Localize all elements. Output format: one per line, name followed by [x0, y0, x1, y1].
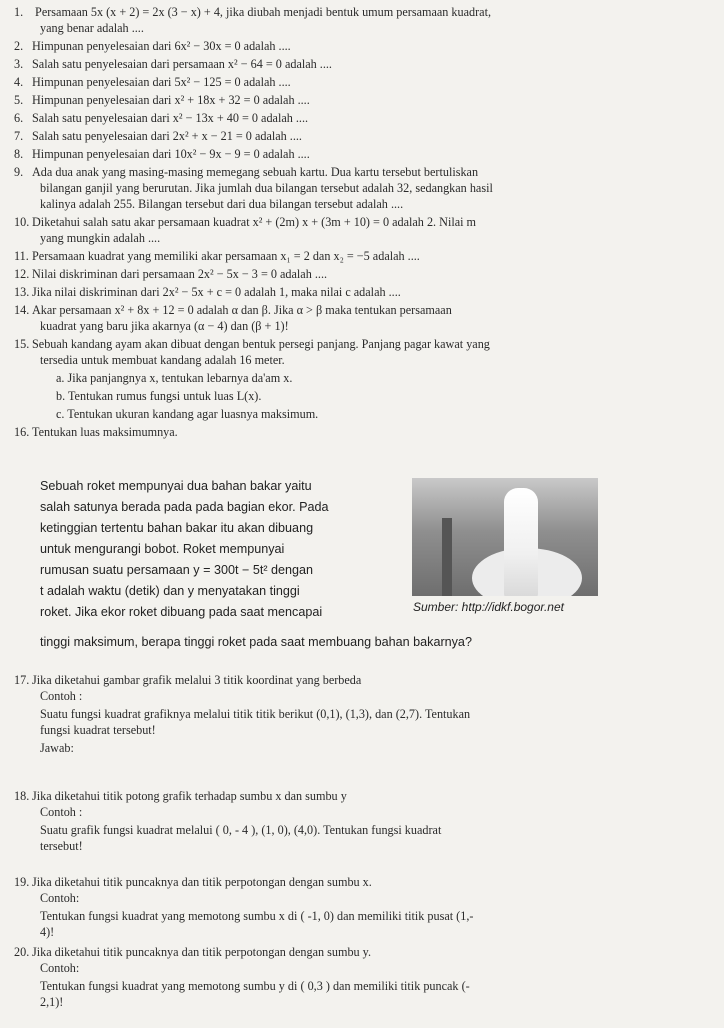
photo-caption: Sumber: http://idkf.bogor.net	[413, 600, 564, 614]
example-text: Tentukan fungsi kuadrat yang memotong sumbu x di ( -1, 0) dan memiliki titik pusat (1,-	[40, 909, 474, 923]
question-text: Jika nilai diskriminan dari 2x² − 5x + c = 0 adalah 1, maka nilai c adalah ....	[32, 285, 401, 299]
question-16	[14, 424, 714, 440]
question-text: Jika diketahui titik puncaknya dan titik perpotongan dengan sumbu y.	[32, 945, 372, 959]
question-number: 16.	[14, 425, 30, 439]
rocket-line: ketinggian tertentu bahan bakar itu akan dibuang	[40, 521, 314, 535]
question-13	[14, 284, 714, 300]
question-6	[14, 110, 714, 126]
question-number: 12.	[14, 267, 30, 281]
question-15-cont: tersedia untuk membuat kandang adalah 16 meter.	[40, 353, 285, 367]
jawab-label: Jawab:	[40, 741, 74, 755]
question-14	[14, 302, 714, 318]
example-text: tersebut!	[40, 839, 83, 853]
question-10-cont: yang mungkin adalah ....	[40, 231, 161, 245]
question-text: Himpunan penyelesaian dari 10x² − 9x − 9 = 0 adalah ....	[32, 147, 310, 161]
question-8	[14, 146, 714, 162]
question-2	[14, 38, 714, 54]
question-text: Sebuah kandang ayam akan dibuat dengan bentuk persegi panjang. Panjang pagar kawat yang	[32, 337, 490, 351]
question-number: 18.	[14, 789, 30, 803]
contoh-label: Contoh:	[40, 961, 80, 975]
question-text: Salah satu penyelesaian dari 2x² + x − 21 = 0 adalah ....	[32, 129, 302, 143]
question-9-cont: kalinya adalah 255. Bilangan tersebut dari dua bilangan tersebut adalah ....	[40, 197, 404, 211]
question-9-cont: bilangan ganjil yang berurutan. Jika jumlah dua bilangan tersebut adalah 32, sedangkan hasil	[40, 181, 493, 195]
contoh-label: Contoh:	[40, 891, 80, 905]
question-number: 17.	[14, 673, 30, 687]
question-text: Persamaan 5x (x + 2) = 2x (3 − x) + 4, jika diubah menjadi bentuk umum persamaan kuadrat,	[35, 5, 492, 19]
question-number: 8.	[14, 147, 24, 161]
example-text: 4)!	[40, 925, 55, 939]
question-17	[14, 672, 714, 688]
question-text: Jika diketahui titik potong grafik terhadap sumbu x dan sumbu y	[32, 789, 347, 803]
question-text: Salah satu penyelesaian dari x² − 13x + 40 = 0 adalah ....	[32, 111, 309, 125]
question-text: Jika diketahui titik puncaknya dan titik perpotongan dengan sumbu x.	[32, 875, 372, 889]
rocket-line: rumusan suatu persamaan y = 300t − 5t² dengan	[40, 563, 314, 577]
question-14-cont: kuadrat yang baru jika akarnya (α − 4) dan (β + 1)!	[40, 319, 289, 333]
question-number: 7.	[14, 129, 24, 143]
rocket-line: salah satunya berada pada pada bagian ekor. Pada	[40, 500, 329, 514]
example-text: fungsi kuadrat tersebut!	[40, 723, 156, 737]
question-7	[14, 128, 714, 144]
rocket-line: Sebuah roket mempunyai dua bahan bakar yaitu	[40, 479, 312, 493]
question-number: 4.	[14, 75, 24, 89]
rocket-line: untuk mengurangi bobot. Roket mempunyai	[40, 542, 285, 556]
question-number: 1.	[14, 5, 24, 19]
question-number: 14.	[14, 303, 30, 317]
question-text: Himpunan penyelesaian dari 6x² − 30x = 0 adalah ....	[32, 39, 291, 53]
example-text: 2,1)!	[40, 995, 64, 1009]
question-11	[14, 248, 714, 264]
question-text: Salah satu penyelesaian dari persamaan x² − 64 = 0 adalah ....	[32, 57, 332, 71]
question-number: 19.	[14, 875, 30, 889]
question-text: Ada dua anak yang masing-masing memegang sebuah kartu. Dua kartu tersebut bertuliskan	[32, 165, 479, 179]
question-18	[14, 788, 714, 804]
rocket-problem	[40, 476, 408, 623]
question-3	[14, 56, 714, 72]
contoh-label: Contoh :	[40, 805, 83, 819]
question-number: 2.	[14, 39, 24, 53]
question-10	[14, 214, 714, 230]
question-20	[14, 944, 714, 960]
question-text: Tentukan luas maksimumnya.	[32, 425, 178, 439]
launch-tower	[442, 518, 452, 596]
example-text: Suatu grafik fungsi kuadrat melalui ( 0, - 4 ), (1, 0), (4,0). Tentukan fungsi kuadrat	[40, 823, 442, 837]
question-number: 15.	[14, 337, 30, 351]
question-number: 11.	[14, 249, 29, 263]
rocket-plume	[504, 488, 538, 596]
question-number: 20.	[14, 945, 30, 959]
question-15b: b. Tentukan rumus fungsi untuk luas L(x).	[56, 389, 262, 403]
rocket-line: roket. Jika ekor roket dibuang pada saat mencapai	[40, 605, 323, 619]
question-9	[14, 164, 714, 180]
question-number: 13.	[14, 285, 30, 299]
question-text: Jika diketahui gambar grafik melalui 3 titik koordinat yang berbeda	[32, 673, 362, 687]
question-text: Nilai diskriminan dari persamaan 2x² − 5x − 3 = 0 adalah ....	[32, 267, 328, 281]
question-19	[14, 874, 714, 890]
question-number: 5.	[14, 93, 24, 107]
example-text: Suatu fungsi kuadrat grafiknya melalui titik titik berikut (0,1), (1,3), dan (2,7). Tentukan	[40, 707, 471, 721]
question-text: Himpunan penyelesaian dari x² + 18x + 32 = 0 adalah ....	[32, 93, 310, 107]
question-15c: c. Tentukan ukuran kandang agar luasnya maksimum.	[56, 407, 319, 421]
question-number: 3.	[14, 57, 24, 71]
question-number: 10.	[14, 215, 30, 229]
question-15a: a. Jika panjangnya x, tentukan lebarnya da'am x.	[56, 371, 293, 385]
question-text: Himpunan penyelesaian dari 5x² − 125 = 0 adalah ....	[32, 75, 291, 89]
rocket-launch-photo	[412, 478, 598, 596]
question-1	[14, 4, 714, 20]
contoh-label: Contoh :	[40, 689, 83, 703]
question-15	[14, 336, 714, 352]
question-number: 9.	[14, 165, 24, 179]
rocket-question: tinggi maksimum, berapa tinggi roket pada saat membuang bahan bakarnya?	[40, 635, 472, 649]
question-4	[14, 74, 714, 90]
question-5	[14, 92, 714, 108]
question-text: Diketahui salah satu akar persamaan kuadrat x² + (2m) x + (3m + 10) = 0 adalah 2. Nilai m	[32, 215, 477, 229]
rocket-line: t adalah waktu (detik) dan y menyatakan tinggi	[40, 584, 300, 598]
question-text: Persamaan kuadrat yang memiliki akar persamaan x₁ = 2 dan x₂ = −5 adalah ....	[32, 249, 420, 263]
question-12	[14, 266, 714, 282]
question-text: Akar persamaan x² + 8x + 12 = 0 adalah α dan β. Jika α > β maka tentukan persamaan	[32, 303, 452, 317]
question-number: 6.	[14, 111, 24, 125]
example-text: Tentukan fungsi kuadrat yang memotong sumbu y di ( 0,3 ) dan memiliki titik puncak (-	[40, 979, 470, 993]
question-1-cont: yang benar adalah ....	[40, 21, 144, 35]
